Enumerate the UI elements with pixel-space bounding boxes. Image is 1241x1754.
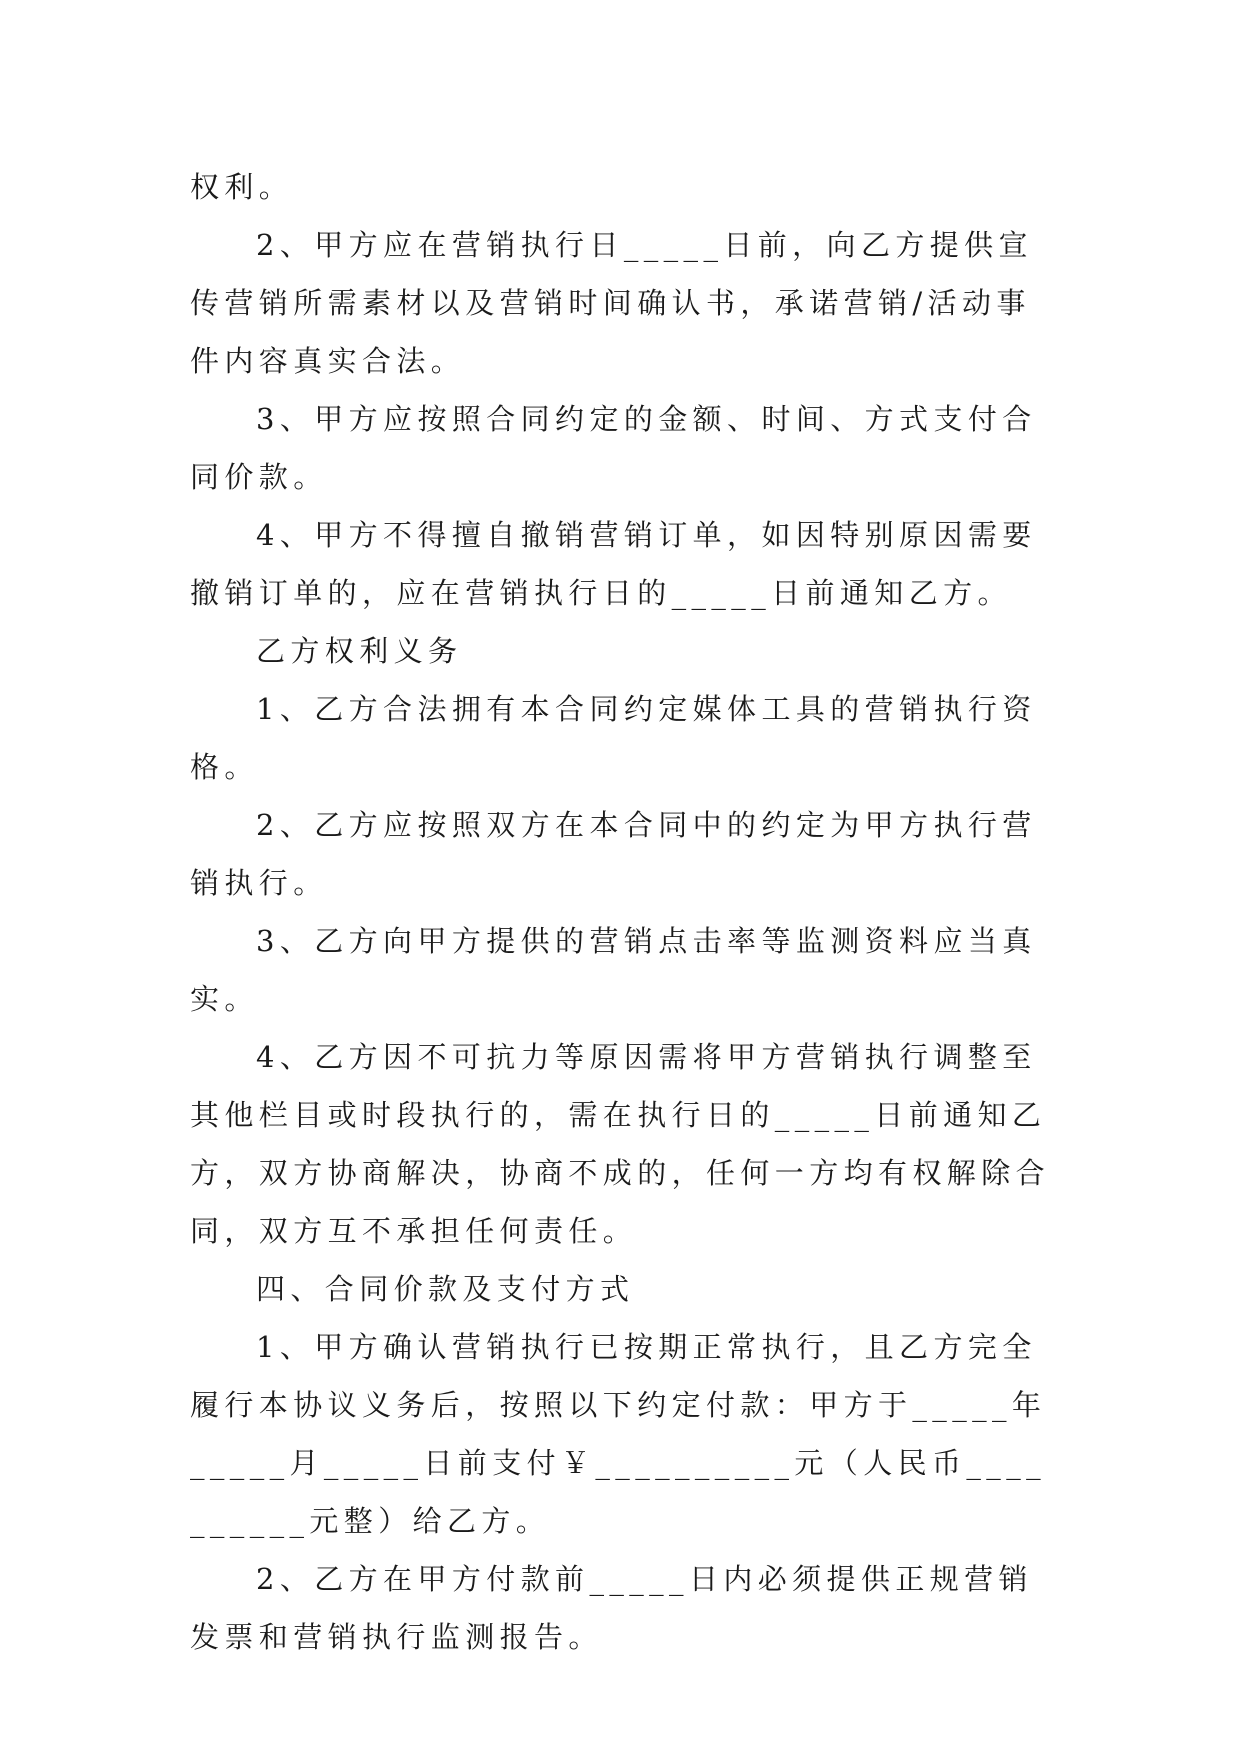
paragraph-party-b-clause-2: 2、乙方应按照双方在本合同中的约定为甲方执行营销执行。: [190, 808, 1037, 900]
paragraph-party-b-clause-4: 4、乙方因不可抗力等原因需将甲方营销执行调整至其他栏目或时段执行的，需在执行日的_____日前通知乙方，双方协商解决，协商不成的，任何一方均有权解除合同，双方互不承担任何责任。: [190, 1040, 1051, 1248]
section-heading-party-b: 乙方权利义务: [256, 634, 463, 668]
paragraph-party-a-clause-4: 4、甲方不得擅自撤销营销订单，如因特别原因需要撤销订单的，应在营销执行日的_____日前通知乙方。: [190, 518, 1037, 610]
paragraph-payment-clause-1: 1、甲方确认营销执行已按期正常执行，且乙方完全履行本协议义务后，按照以下约定付款：甲方于_____年_____月_____日前支付￥__________元（人民币__________元整）给乙方。: [190, 1330, 1047, 1538]
paragraph-rights-end: 权利。: [190, 170, 294, 204]
paragraph-payment-clause-2: 2、乙方在甲方付款前_____日内必须提供正规营销发票和营销执行监测报告。: [190, 1562, 1033, 1654]
paragraph-party-a-clause-3: 3、甲方应按照合同约定的金额、时间、方式支付合同价款。: [190, 402, 1037, 494]
document-body: [190, 158, 1050, 1666]
paragraph-party-b-clause-3: 3、乙方向甲方提供的营销点击率等监测资料应当真实。: [190, 924, 1037, 1016]
section-heading-price-payment: 四、合同价款及支付方式: [256, 1272, 635, 1306]
paragraph-party-b-clause-1: 1、乙方合法拥有本合同约定媒体工具的营销执行资格。: [190, 692, 1037, 784]
paragraph-party-a-clause-2: 2、甲方应在营销执行日_____日前，向乙方提供宣传营销所需素材以及营销时间确认书，承诺营销/活动事件内容真实合法。: [190, 228, 1033, 378]
